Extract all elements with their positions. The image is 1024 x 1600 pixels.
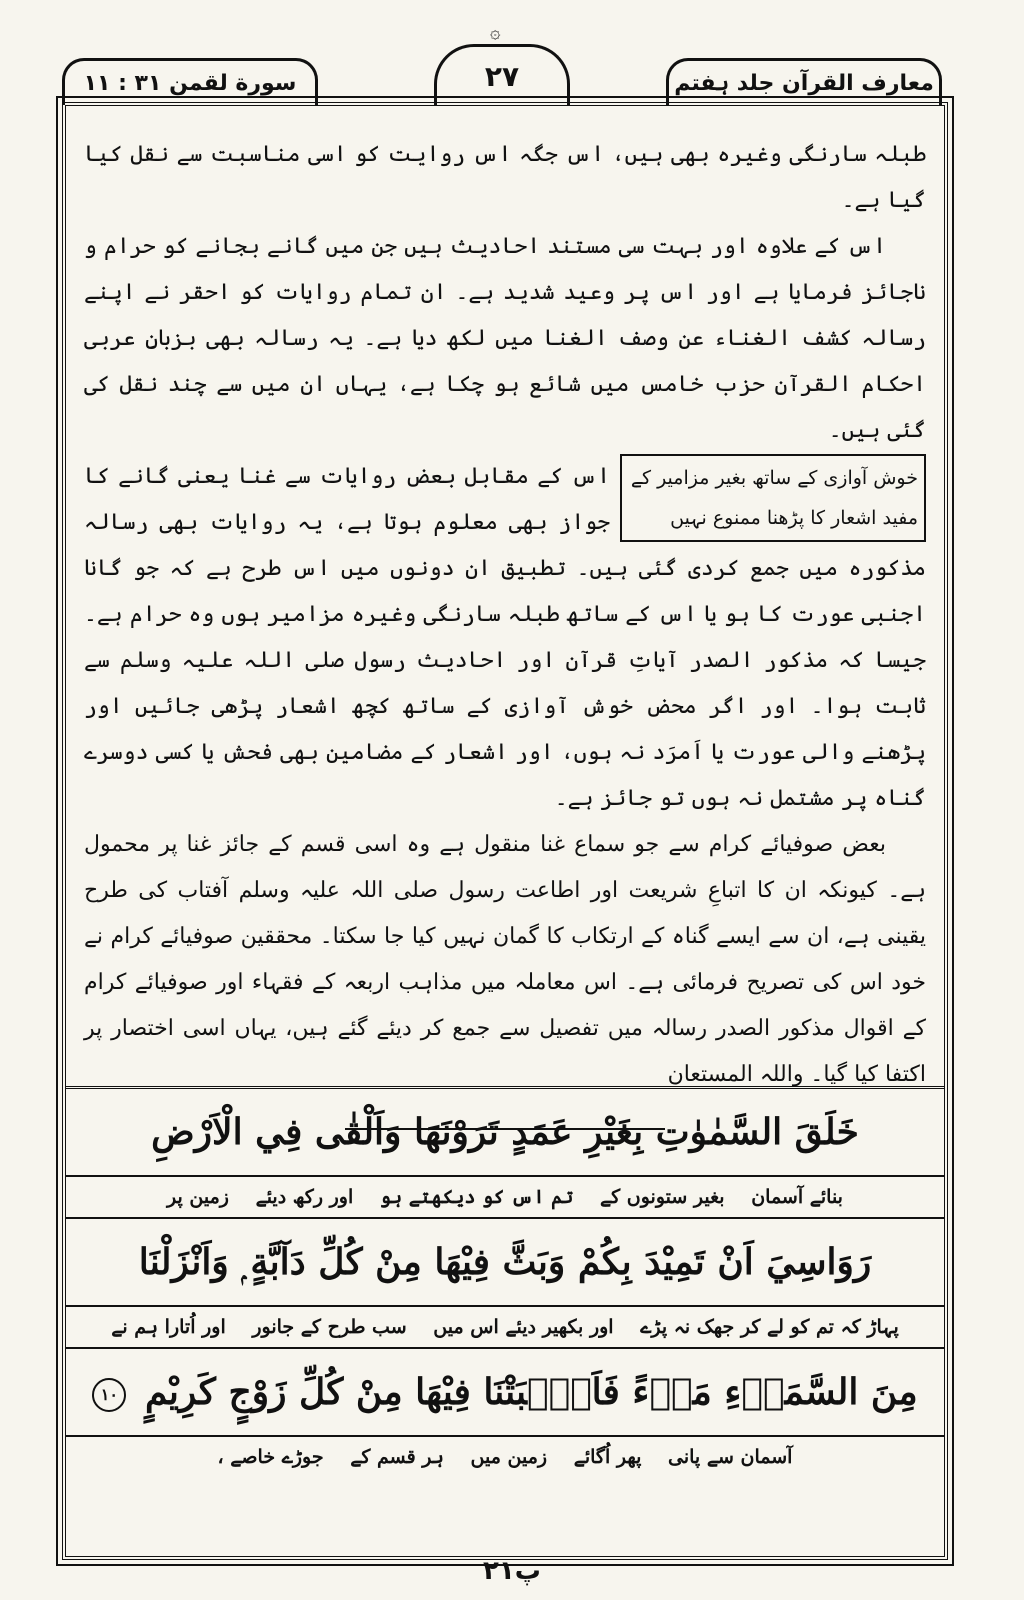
page-header: [62, 22, 942, 104]
page-frame: [62, 102, 948, 1560]
word-translation: پہاڑ کہ تم کو لے کر جھک نہ پڑے: [640, 1316, 899, 1338]
word-translation: سب طرح کے جانور: [252, 1316, 407, 1338]
verse-block: [66, 1086, 944, 1477]
main-text: [84, 132, 926, 1130]
verse-translation-1: [66, 1177, 944, 1219]
juz-marker: ۲۱پ: [483, 1556, 541, 1586]
paragraph-3: اس کے مقابل بعض روایات سے غنا یعنی گانے کا جواز بھی معلوم ہوتا ہے، یہ روایات بھی رسالہ مذکورہ میں جمع کردی گئی ہیں۔ تطبیق ان دونوں میں اس طرح ہے کہ جو گانا اجنبی عورت کا ہو یا اس کے ساتھ طبلہ سارنگی وغیرہ مزامیر ہوں وہ حرام ہے۔ جیسا کہ مذکور الصدر آیاتِ قرآن اور احادیث رسول صلی اللہ علیہ وسلم سے ثابت ہوا۔ اور اگر محض خوش آوازی کے ساتھ کچھ اشعار پڑھی جائیں اور پڑھنے والی عورت یا اَمرَد نہ ہوں، اور اشعار کے مضامین بھی فحش یا کسی دوسرے گناہ پر مشتمل نہ ہوں تو جائز ہے۔: [84, 464, 926, 811]
verse-translation-3: [66, 1437, 944, 1477]
word-translation: جوڑے خاصے ،: [217, 1446, 324, 1468]
verse-arabic-2: رَوَاسِيَ اَنْ تَمِيْدَ بِكُمْ وَبَثَّ فِيْهَا مِنْ كُلِّ دَآبَّةٍ ۭ وَاَنْزَلْنَا: [66, 1219, 944, 1307]
verse-arabic-3: [66, 1349, 944, 1437]
word-translation: ہر قسم کے: [350, 1446, 444, 1468]
side-note-line-2: مفید اشعار کا پڑھنا ممنوع نہیں: [670, 507, 918, 529]
word-translation: اور رکھ دیئے: [255, 1186, 354, 1208]
page-number: ۲۷: [434, 44, 570, 105]
side-note-box: [620, 454, 926, 542]
word-translation: زمین میں: [470, 1446, 548, 1468]
header-ornament-icon: ۞: [490, 22, 501, 43]
word-translation: اور بکھیر دیئے اس میں: [433, 1316, 614, 1338]
word-translation: تم اس کو دیکھتے ہو: [379, 1186, 574, 1208]
verse-arabic-3-text: مِنَ السَّمَاۗءِ مَاۗءً فَاَنْۢبَتْنَا فِيْهَا مِنْ كُلِّ زَوْجٍ كَرِيْمٍ: [144, 1371, 918, 1413]
word-translation: بغیر ستونوں کے: [599, 1186, 725, 1208]
word-translation: زمین پر: [167, 1186, 229, 1208]
paragraph-1: طبلہ سارنگی وغیرہ بھی ہیں، اس جگہ اس روایت کو اسی مناسبت سے نقل کیا گیا ہے۔: [84, 142, 926, 213]
paragraph-4: بعض صوفیائے کرام سے جو سماع غنا منقول ہے وہ اسی قسم کے جائز غنا پر محمول ہے۔ کیونکہ ان کا اتباعِ شریعت اور اطاعت رسول صلی اللہ علیہ وسلم آفتاب کی طرح یقینی ہے، ان سے ایسے گناہ کے ارتکاب کا گمان نہیں کیا جا سکتا۔ محققین صوفیائے کرام نے خود اس کی تصریح فرمائی ہے۔ اس معاملہ میں مذاہب اربعہ کے فقہاء اور صوفیائے کرام کے اقوال مذکور الصدر رسالہ میں تفصیل سے جمع کر دیئے گئے ہیں، یہاں اسی اختصار پر اکتفا کیا گیا۔ واللہ المستعان: [84, 832, 926, 1087]
word-translation: اور اُتارا ہم نے: [111, 1316, 226, 1338]
ayah-number-marker: ۱۰: [92, 1378, 126, 1412]
word-translation: آسمان سے پانی: [668, 1446, 793, 1468]
word-translation: بنائے آسمان: [751, 1186, 843, 1208]
word-translation: پھر اُگائے: [573, 1446, 642, 1468]
book-title: معارف القرآن جلد ہفتم: [666, 58, 942, 105]
surah-reference: سورة لقمن ۳۱ : ۱۱: [62, 58, 318, 105]
side-note-line-1: خوش آوازی کے ساتھ بغیر مزامیر کے: [630, 467, 918, 489]
verse-arabic-1: خَلَقَ السَّمٰوٰتِ بِغَيْرِ عَمَدٍ تَرَوْنَهَا وَاَلْقٰى فِي الْاَرْضِ: [66, 1089, 944, 1177]
paragraph-2: اس کے علاوہ اور بہت سی مستند احادیث ہیں جن میں گانے بجانے کو حرام و ناجائز فرمایا ہے اور اس پر وعید شدید ہے۔ ان تمام روایات کو احقر نے اپنے رسالہ کشف الغناء عن وصف الغنا میں لکھ دیا ہے۔ یہ رسالہ بھی بزبانِ عربی احکام القرآن حزب خامس میں شائع ہو چکا ہے، یہاں ان میں سے چند نقل کی گئی ہیں۔: [84, 234, 926, 443]
verse-translation-2: [66, 1307, 944, 1349]
